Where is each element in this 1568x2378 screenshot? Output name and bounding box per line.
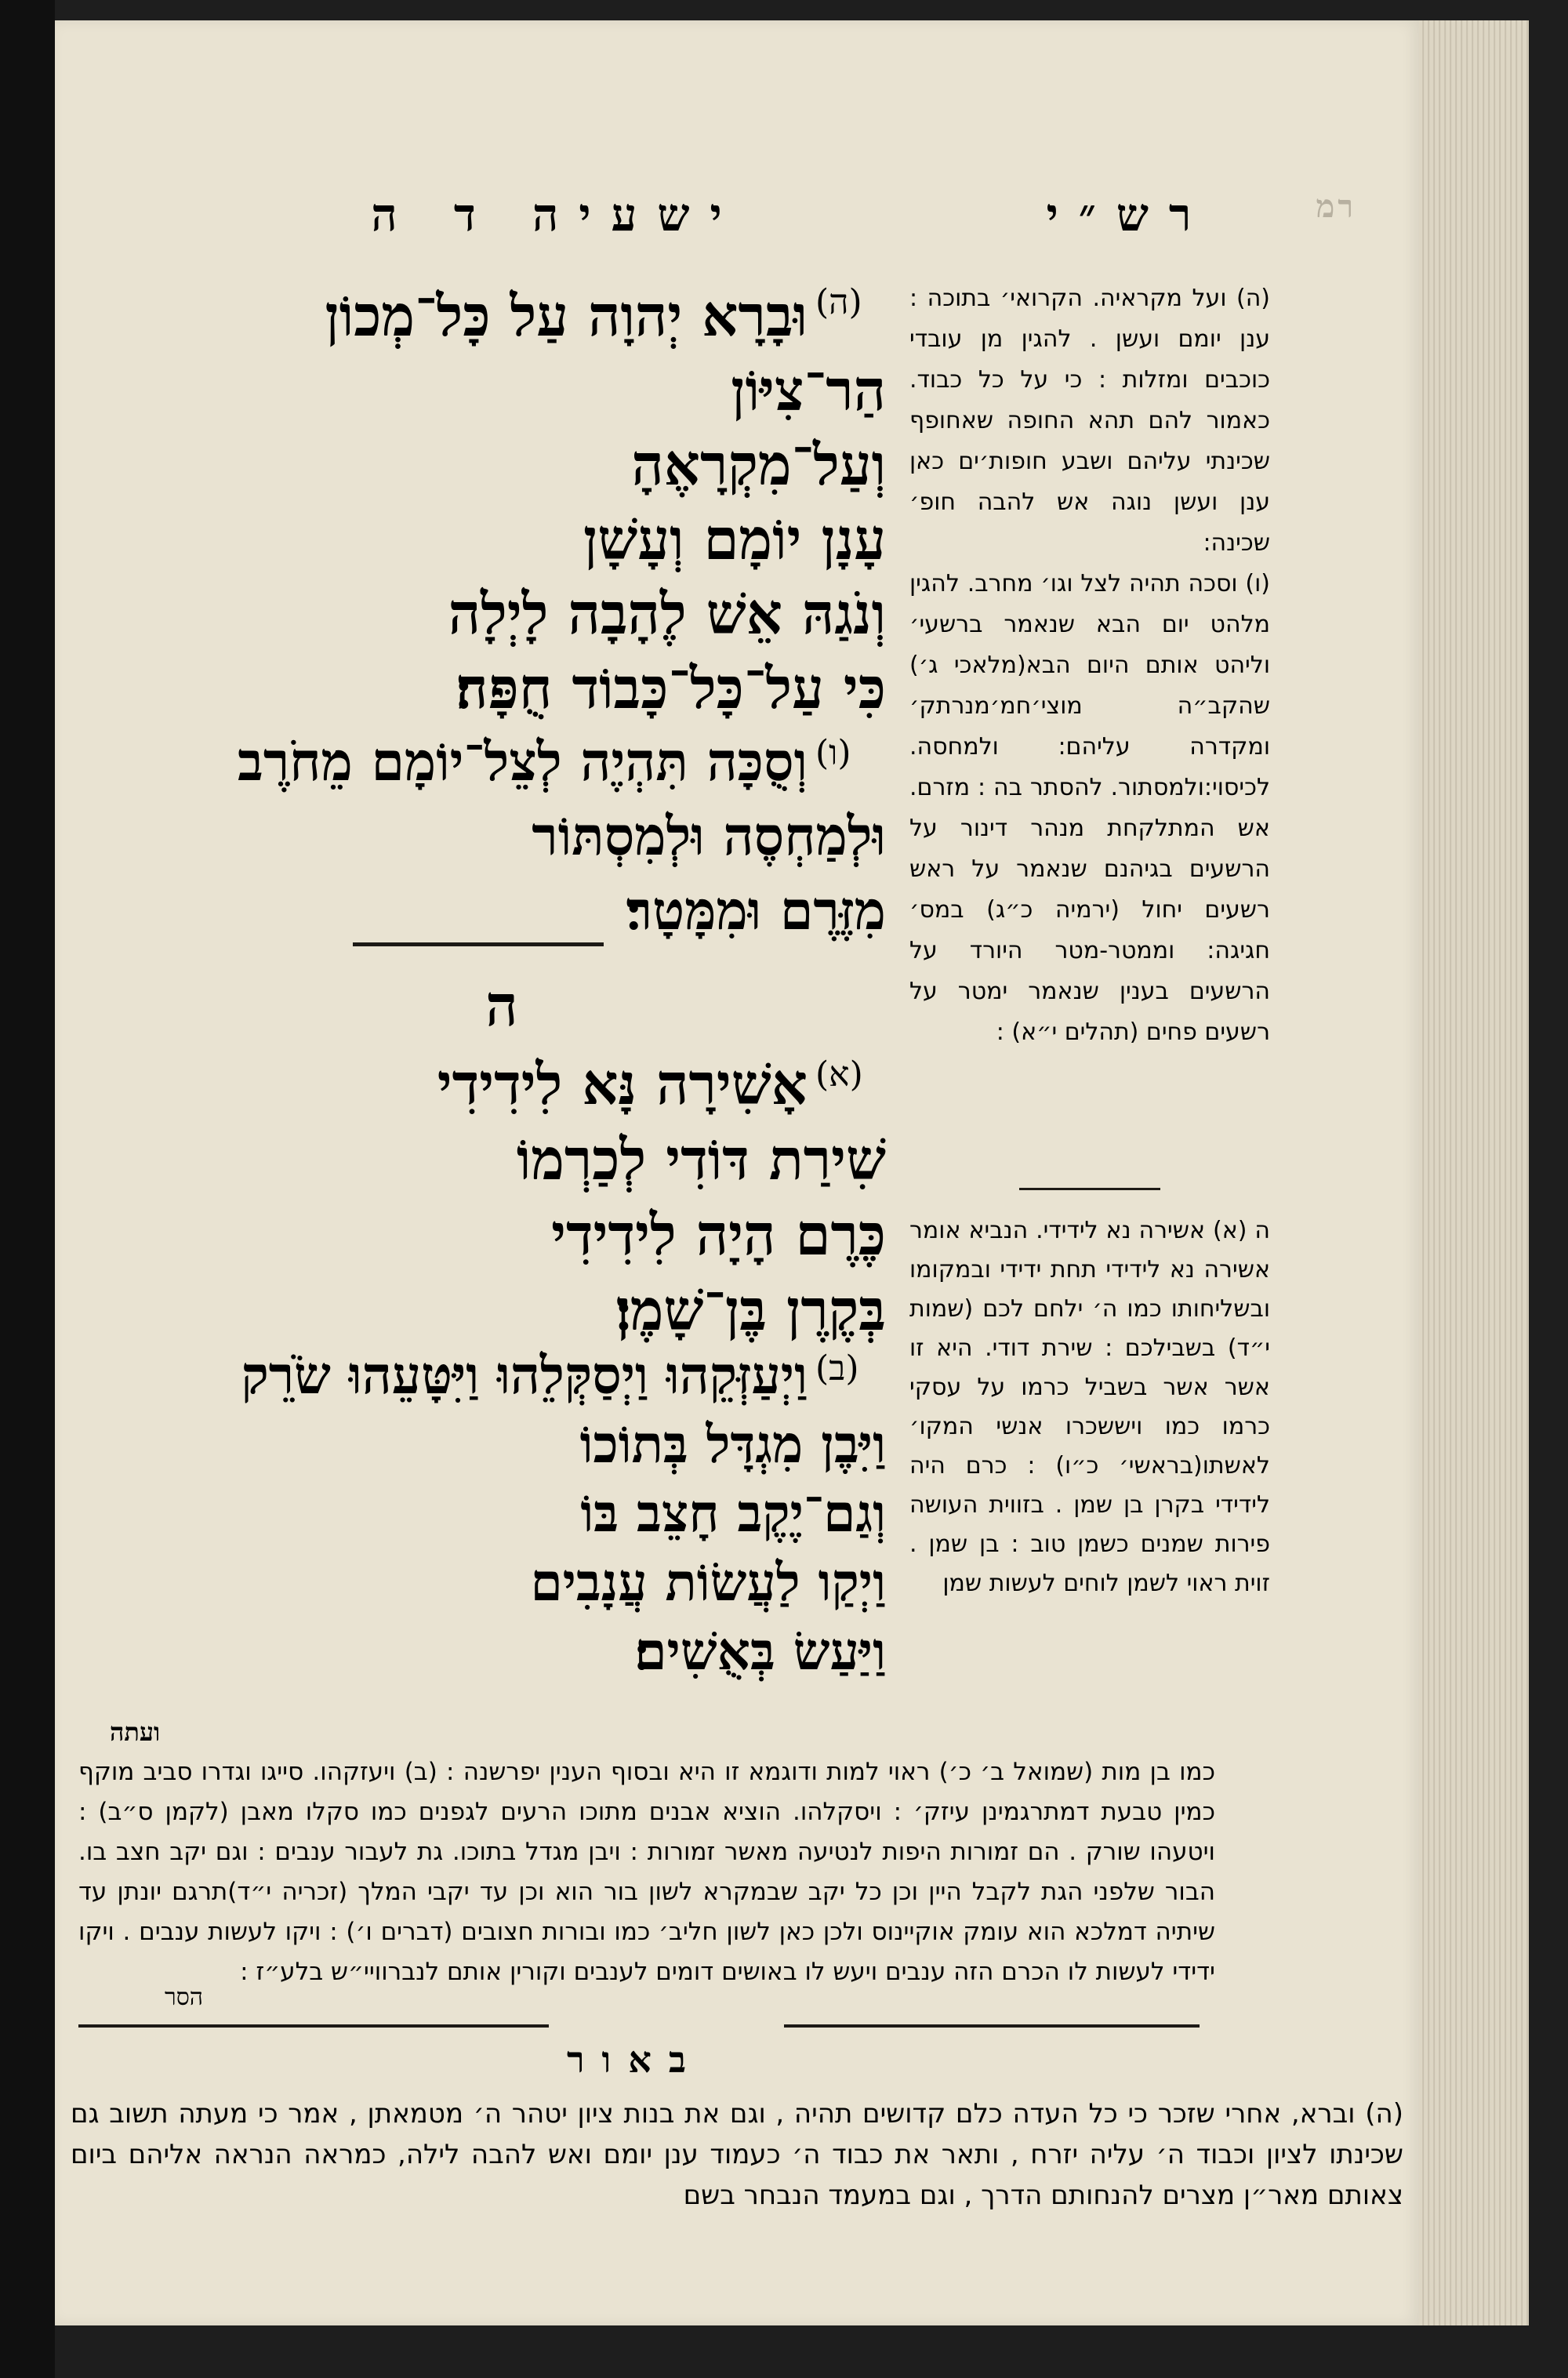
verse-line: וּלְמַחְסֶה וּלְמִסְתּוֹר [532, 805, 886, 868]
verse-line: הַר־צִיּוֹן [731, 357, 886, 423]
verse-line: וְגַם־יֶקֶב חָצֵב בּוֹ [580, 1483, 886, 1544]
verse-line: כֶּרֶם הָיָה לִידִידִי [551, 1201, 886, 1268]
verse-line: וְעַל־מִקְרָאֶהָ [631, 431, 886, 498]
footer-divider-right [784, 2024, 1200, 2028]
verse-number: (ב) [815, 1349, 859, 1389]
verse-block-5 [165, 278, 886, 725]
verse-number: (ו) [815, 733, 851, 773]
verse-line: כִּי עַל־כָּל־כָּבוֹד חֻפָּה׃ [456, 655, 886, 721]
verse-block-1 [165, 1047, 886, 1348]
verse-line: וַיִּבֶן מִגְדָּל בְּתוֹכוֹ [579, 1414, 886, 1475]
rashi-running-head: רש״י [1046, 188, 1212, 241]
rashi-commentary-lower [909, 1211, 1270, 1603]
verse-line: בְּקֶרֶן בֶּן־שָׁמֶן׃ [615, 1276, 886, 1343]
verse-line: אָשִׁירָה נָּא לִידִידִי [437, 1051, 808, 1117]
biur-commentary: (ה) וברא, אחרי שזכר כי כל העדה כלם קדושים תהיה , וגם את בנות ציון יטהר ה׳ מטמאתן , אמר כי מעתה תשוב גם שכינתו לציון וכבוד ה׳ עליה יזרח , ותאר את כבוד ה׳ כעמוד ענן יומם ואש להבה לילה, כמראה הנראה אליהם ביום צאותם מאר״ן מצרים להנחותם הדרך , וגם במעמד הנבחר בשם [71, 2098, 1403, 2211]
main-text-running-head: ישעיה ד ה [371, 188, 742, 241]
catchword-left: ועתה [110, 1717, 161, 1747]
verse-number: (א) [815, 1055, 863, 1095]
footer-divider-left [78, 2024, 549, 2028]
biur-heading: באור [566, 2039, 704, 2081]
verse-line: עָנָן יוֹמָם וְעָשָׁן [583, 506, 886, 572]
verse-line: מִזֶּרֶם וּמִמָּטָר׃ [626, 880, 886, 942]
rashi-paragraph: (ו) וסכה תהיה לצל וגו׳ מחרב. להגין מלהט יום הבא שנאמר ברשעי׳ וליהט אותם היום הבא(מלאכי ג׳) שהקב״ה מוצי׳חמ׳מנרתק׳ ומקדרה עליהם: ולמחסה. לכיסוי:ולמסתור. להסתר בה : מזרם. אש המתלקחת מנהר דינור על הרשעים בגיהנם שנאמר על ראש רשעים יחול (ירמיה כ״ג) במס׳ חגיגה: וממטר-מטר היורד על הרשעים בענין שנאמר ימטר על רשעים פחים (תהלים י״א) : [909, 570, 1270, 1046]
rashi-paragraph: ה (א) אשירה נא לידידי. הנביא אומר אשירה נא לידידי תחת ידידי ובמקומו ובשליחותו כמו ה׳ ילחם לכם (שמות י״ד) בשבילכם : שירת דודי. היא זו אשר אשר בשביל כרמו על עסקי כרמו כמו ויששכרו אנשי המקו׳ לאשתו(בראשי׳ כ״ו) : כרם היה לידידי בקרן בן שמן . בזווית העושה פירות שמנים כשמן טוב : בן שמן . זוית ראוי לשמן לוחים לעשות שמן [909, 1217, 1270, 1597]
verse-line: וְנֹגַהּ אֵשׁ לֶהָבָה לָיְלָה [448, 580, 886, 647]
bleed-through-mark: רמ [1316, 188, 1356, 225]
verse-line: שִׁירַת דּוֹדִי לְכַרְמוֹ [516, 1126, 886, 1193]
verse-line: וַיְקַו לַעֲשׂוֹת עֲנָבִים [530, 1552, 886, 1613]
section-divider [353, 942, 604, 946]
page-fore-edge [1419, 20, 1529, 2325]
book-binding [0, 0, 55, 2378]
verse-line: וַיַּעַשׂ בְּאֻשִׁים׃ [634, 1621, 886, 1682]
verse-block-2 [165, 1341, 886, 1686]
verse-line: וַיְעַזְּקֵהוּ וַיְסַקְּלֵהוּ וַיִּטָּעֵהוּ שֹׂרֵק [241, 1345, 808, 1406]
commentary-divider [1019, 1188, 1160, 1190]
rashi-commentary-upper [909, 278, 1270, 1053]
rashi-paragraph: (ה) ועל מקראיה. הקרואי׳ בתוכה : ענן יומם ועשן . להגין מן עובדי כוכבים ומזלות : כי על כל כבוד. כאמור להם תהא החופה שאחופף שכינתי עליהם ושבע חופות׳ים כאן ענן ועשן נוגה אש להבה חופ׳ שכינה: [909, 285, 1270, 557]
verse-number: (ה) [815, 282, 862, 322]
catchword: הסר [165, 1984, 204, 2011]
chapter-letter: ה [485, 972, 518, 1039]
rashi-commentary-bottom: כמו בן מות (שמואל ב׳ כ׳) ראוי למות ודוגמא זו היא ובסוף הענין יפרשנה : (ב) ויעזקהו. סייגו וגדרו סביב מוקף כמין טבעת דמתרגמינן עיזק׳ : ויסקלהו. הוציא אבנים מתוכו הרעים לגפנים כמו סקלו מאבן (לקמן ס״ב) : ויטעהו שורק . הם זמורות היפות לנטיעה מאשר זמורות : ויבן מגדל בתוכו. גת לעבור ענבים : וגם יקב חצב בו. הבור שלפני הגת לקבל היין וכן כל יקב שבמקרא לשון בור הוא וכן עד יקבי המלך (זכריה י״ד)תרגם יונתן עד שיתיה דמלכא הוא עומק אוקיינוס ולכן כאן לשון חליב׳ כמו ובורות חצובים (דברים ו׳) : ויקו לעשות ענבים . ויקו ידידי לעשות לו הכרם הזה ענבים ויעש לו באושים דומים לענבים וקורין אותם לנברוויי״ש בלע״ז : [78, 1758, 1215, 1986]
verse-line: וְסֻכָּה תִּהְיֶה לְצֵל־יוֹמָם מֵחֹרֶב [238, 731, 808, 793]
verse-block-6 [165, 725, 886, 949]
verse-line: וּבָרָא יְהוָה עַל כָּל־מְכוֹן [325, 282, 808, 349]
